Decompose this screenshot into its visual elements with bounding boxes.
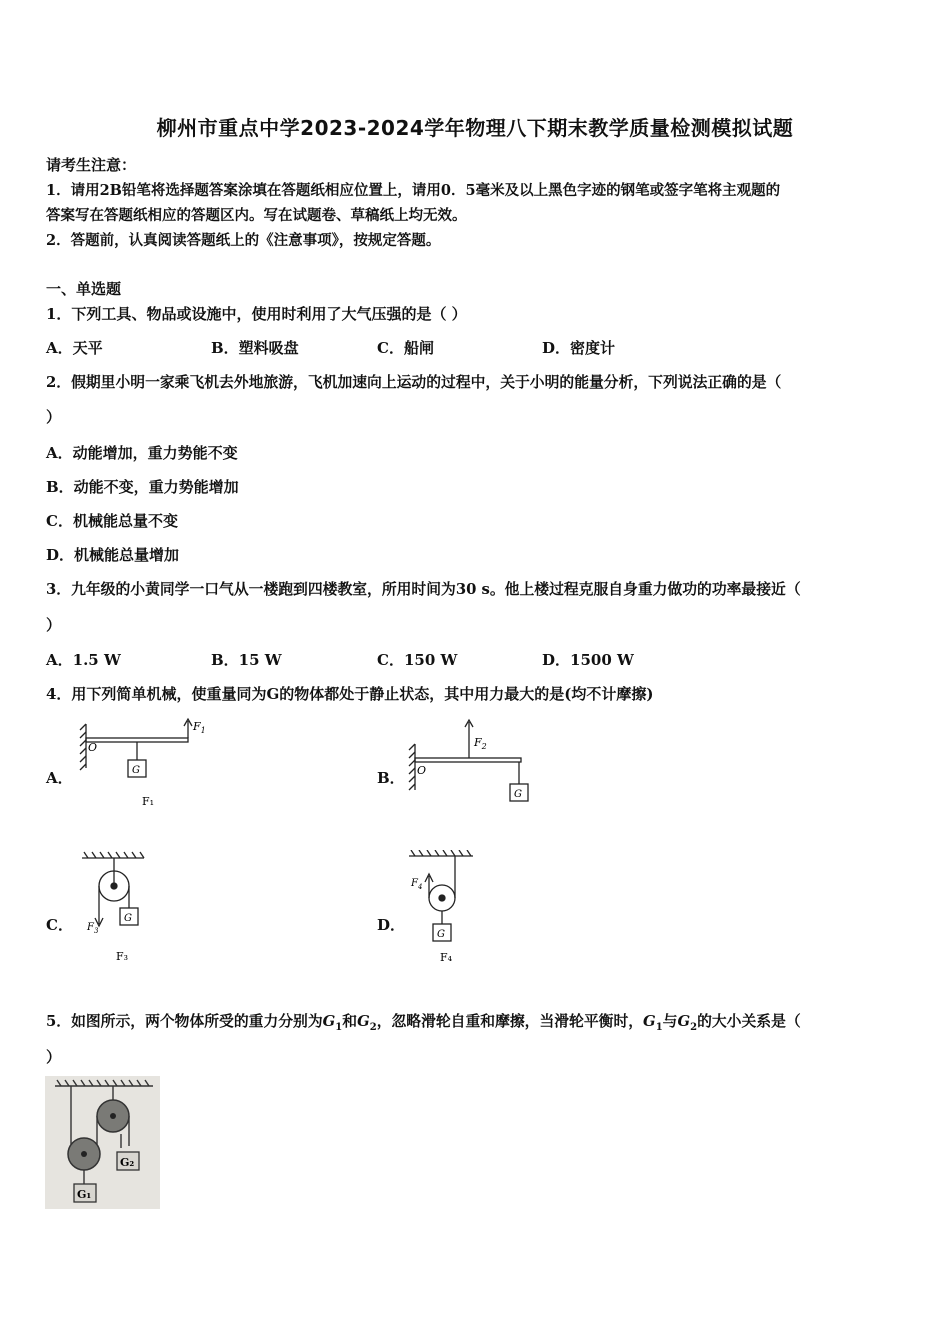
- q2-option-b[interactable]: B．动能不变，重力势能增加: [46, 478, 239, 496]
- q1-stem: 1．下列工具、物品或设施中，使用时利用了大气压强的是（ ）: [46, 305, 467, 323]
- q4c-force-label: $F_3$: [87, 922, 99, 935]
- notice-line-1b: 答案写在答题纸相应的答题区内。写在试题卷、草稿纸上均无效。: [46, 207, 467, 224]
- q4-option-b[interactable]: B．: [377, 769, 405, 787]
- q3-option-a[interactable]: A．1.5 W: [46, 651, 121, 669]
- q1-option-c[interactable]: C．船闸: [377, 339, 434, 357]
- q1-option-d[interactable]: D．密度计: [542, 339, 616, 357]
- q4a-pivot-label: O: [88, 741, 98, 754]
- q4a-weight-label: G: [132, 765, 140, 776]
- q4a-force-label: $F_1$: [193, 720, 206, 735]
- q4a-caption: F₁: [142, 795, 155, 808]
- q4-option-a[interactable]: A．: [46, 769, 73, 787]
- q4c-caption: F₃: [116, 950, 129, 963]
- q5-g2-label: G₂: [120, 1156, 135, 1169]
- q2-option-c[interactable]: C．机械能总量不变: [46, 512, 178, 530]
- q3-option-c[interactable]: C．150 W: [377, 651, 458, 669]
- q4d-caption: F₄: [440, 951, 453, 964]
- page-title: 柳州市重点中学2023-2024学年物理八下期末教学质量检测模拟试题: [156, 116, 794, 140]
- q5-g1-label: G₁: [77, 1188, 92, 1201]
- q4b-weight-label: G: [514, 789, 522, 800]
- q3-stem: 3．九年级的小黄同学一口气从一楼跑到四楼教室，所用时间为30 s。他上楼过程克服自身重力做功的功率最接近（: [46, 581, 801, 598]
- q1-option-a[interactable]: A．天平: [46, 339, 103, 357]
- q2-option-a[interactable]: A．动能增加，重力势能不变: [46, 444, 238, 462]
- q4-stem: 4．用下列简单机械，使重量同为G的物体都处于静止状态，其中用力最大的是(均不计摩擦): [46, 685, 654, 703]
- notice-heading: 请考生注意：: [46, 156, 137, 174]
- q2-stem-end: ）: [46, 408, 62, 426]
- q2-stem: 2．假期里小明一家乘飞机去外地旅游，飞机加速向上运动的过程中，关于小明的能量分析，下列说法正确的是（: [46, 374, 782, 391]
- q3-stem-end: ）: [46, 616, 62, 634]
- q4-figure-c: [78, 850, 158, 968]
- q3-option-b[interactable]: B．15 W: [211, 651, 282, 669]
- q3-option-d[interactable]: D．1500 W: [542, 651, 634, 669]
- q5-figure: [45, 1076, 160, 1209]
- q4-figure-a: [78, 716, 218, 812]
- q4d-force-label: $F_4$: [411, 878, 423, 891]
- q2-option-d[interactable]: D．机械能总量增加: [46, 546, 180, 564]
- notice-line-1a: 1．请用2B铅笔将选择题答案涂填在答题纸相应位置上，请用0．5毫米及以上黑色字迹的钢笔或签字笔将主观题的: [46, 182, 781, 199]
- q5-stem: 5．如图所示，两个物体所受的重力分别为$G_1$和$G_2$，忽略滑轮自重和摩擦，当滑轮平衡时，$G_1$与$G_2$的大小关系是（: [46, 1013, 801, 1033]
- notice-line-2: 2．答题前，认真阅读答题纸上的《注意事项》，按规定答题。: [46, 232, 441, 249]
- q4-figure-d: [405, 850, 485, 968]
- q4c-weight-label: G: [124, 913, 132, 924]
- q4b-pivot-label: O: [417, 764, 427, 777]
- q1-option-b[interactable]: B．塑料吸盘: [211, 339, 299, 357]
- q4-option-d[interactable]: D．: [377, 916, 406, 934]
- section-heading: 一、单选题: [46, 280, 122, 298]
- q5-stem-end: ）: [46, 1048, 62, 1066]
- q4-option-c[interactable]: C．: [46, 916, 73, 934]
- q4-figure-b: [405, 716, 545, 808]
- q4d-weight-label: G: [437, 929, 445, 940]
- q4b-force-label: $F_2$: [474, 736, 487, 751]
